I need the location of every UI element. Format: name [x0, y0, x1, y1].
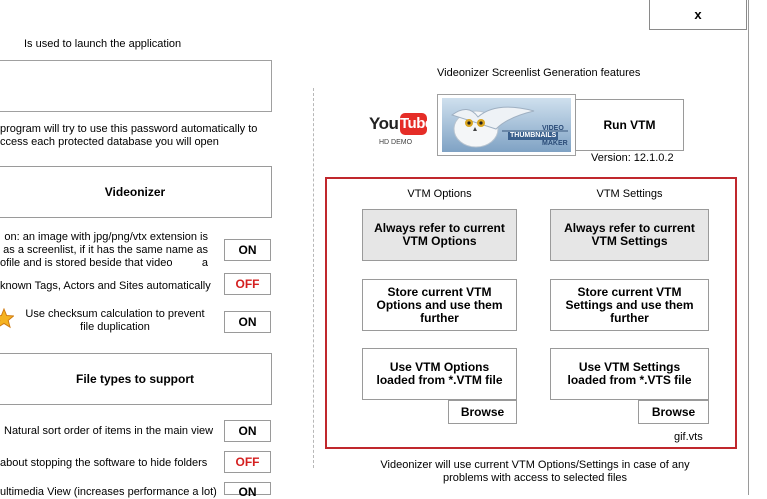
browse-options-button[interactable]: Browse	[448, 400, 517, 424]
videonizer-button[interactable]: Videonizer	[0, 166, 272, 218]
file-types-button[interactable]: File types to support	[0, 353, 272, 405]
vtm-settings-heading: VTM Settings	[596, 188, 663, 200]
checksum-description-line2: file duplication	[80, 321, 150, 333]
column-divider	[313, 88, 314, 468]
settings-file-name: gif.vts	[674, 431, 703, 443]
use-settings-file-button[interactable]: Use VTM Settings loaded from *.VTS file	[550, 348, 709, 400]
vtm-options-heading: VTM Options	[407, 188, 472, 200]
launch-path-field[interactable]	[0, 60, 272, 112]
multimedia-description: ultimedia View (increases performance a lot)	[0, 486, 217, 498]
close-button[interactable]: x	[649, 0, 747, 30]
store-settings-button[interactable]: Store current VTM Settings and use them further	[550, 279, 709, 331]
star-icon	[0, 308, 14, 330]
youtube-logo-tube: Tube	[400, 113, 427, 135]
screenlist-description-line2: as a screenlist, if it has the same name as a	[3, 244, 208, 269]
vtm-note-line1: Videonizer will use current VTM Options/Settings in case of any	[380, 459, 690, 471]
use-options-file-button[interactable]: Use VTM Options loaded from *.VTM file	[362, 348, 517, 400]
features-title: Videonizer Screenlist Generation features	[437, 67, 641, 79]
always-refer-settings-button[interactable]: Always refer to current VTM Settings	[550, 209, 709, 261]
password-description-line2: ccess each protected database you will open	[0, 136, 219, 148]
store-options-button[interactable]: Store current VTM Options and use them further	[362, 279, 517, 331]
screenlist-description-line1: on: an image with jpg/png/vtx extension is	[4, 231, 208, 243]
browse-settings-button[interactable]: Browse	[638, 400, 709, 424]
vtm-logo-image	[437, 94, 576, 156]
screenlist-description-line3: ofile and is stored beside that video	[0, 257, 173, 269]
screenlist-toggle[interactable]: ON	[224, 239, 271, 261]
run-vtm-button[interactable]: Run VTM	[575, 99, 684, 151]
tags-description: known Tags, Actors and Sites automatically	[0, 280, 211, 292]
logo-text-video: VIDEO	[542, 125, 564, 132]
launch-description: Is used to launch the application	[24, 38, 182, 50]
always-refer-options-button[interactable]: Always refer to current VTM Options	[362, 209, 517, 261]
youtube-logo-you: You	[369, 114, 399, 133]
logo-text-thumbnails: THUMBNAILS	[510, 132, 557, 139]
checksum-description-line1: Use checksum calculation to prevent	[25, 308, 205, 320]
natural-sort-toggle[interactable]: ON	[224, 420, 271, 442]
youtube-logo[interactable]	[369, 113, 433, 153]
password-description-line1: program will try to use this password automatically to	[0, 123, 258, 135]
multimedia-toggle[interactable]: ON	[224, 482, 271, 495]
youtube-hd-demo: HD DEMO	[379, 139, 413, 146]
hide-folders-toggle[interactable]: OFF	[224, 451, 271, 473]
natural-sort-description: Natural sort order of items in the main view	[4, 425, 214, 437]
window-frame-edge	[748, 0, 767, 495]
tags-toggle[interactable]: OFF	[224, 273, 271, 295]
logo-text-maker: MAKER	[542, 140, 568, 147]
vtm-note-line2: problems with access to selected files	[442, 472, 628, 484]
hide-folders-description: about stopping the software to hide folders	[0, 457, 208, 469]
version-label: Version: 12.1.0.2	[591, 152, 674, 164]
checksum-toggle[interactable]: ON	[224, 311, 271, 333]
